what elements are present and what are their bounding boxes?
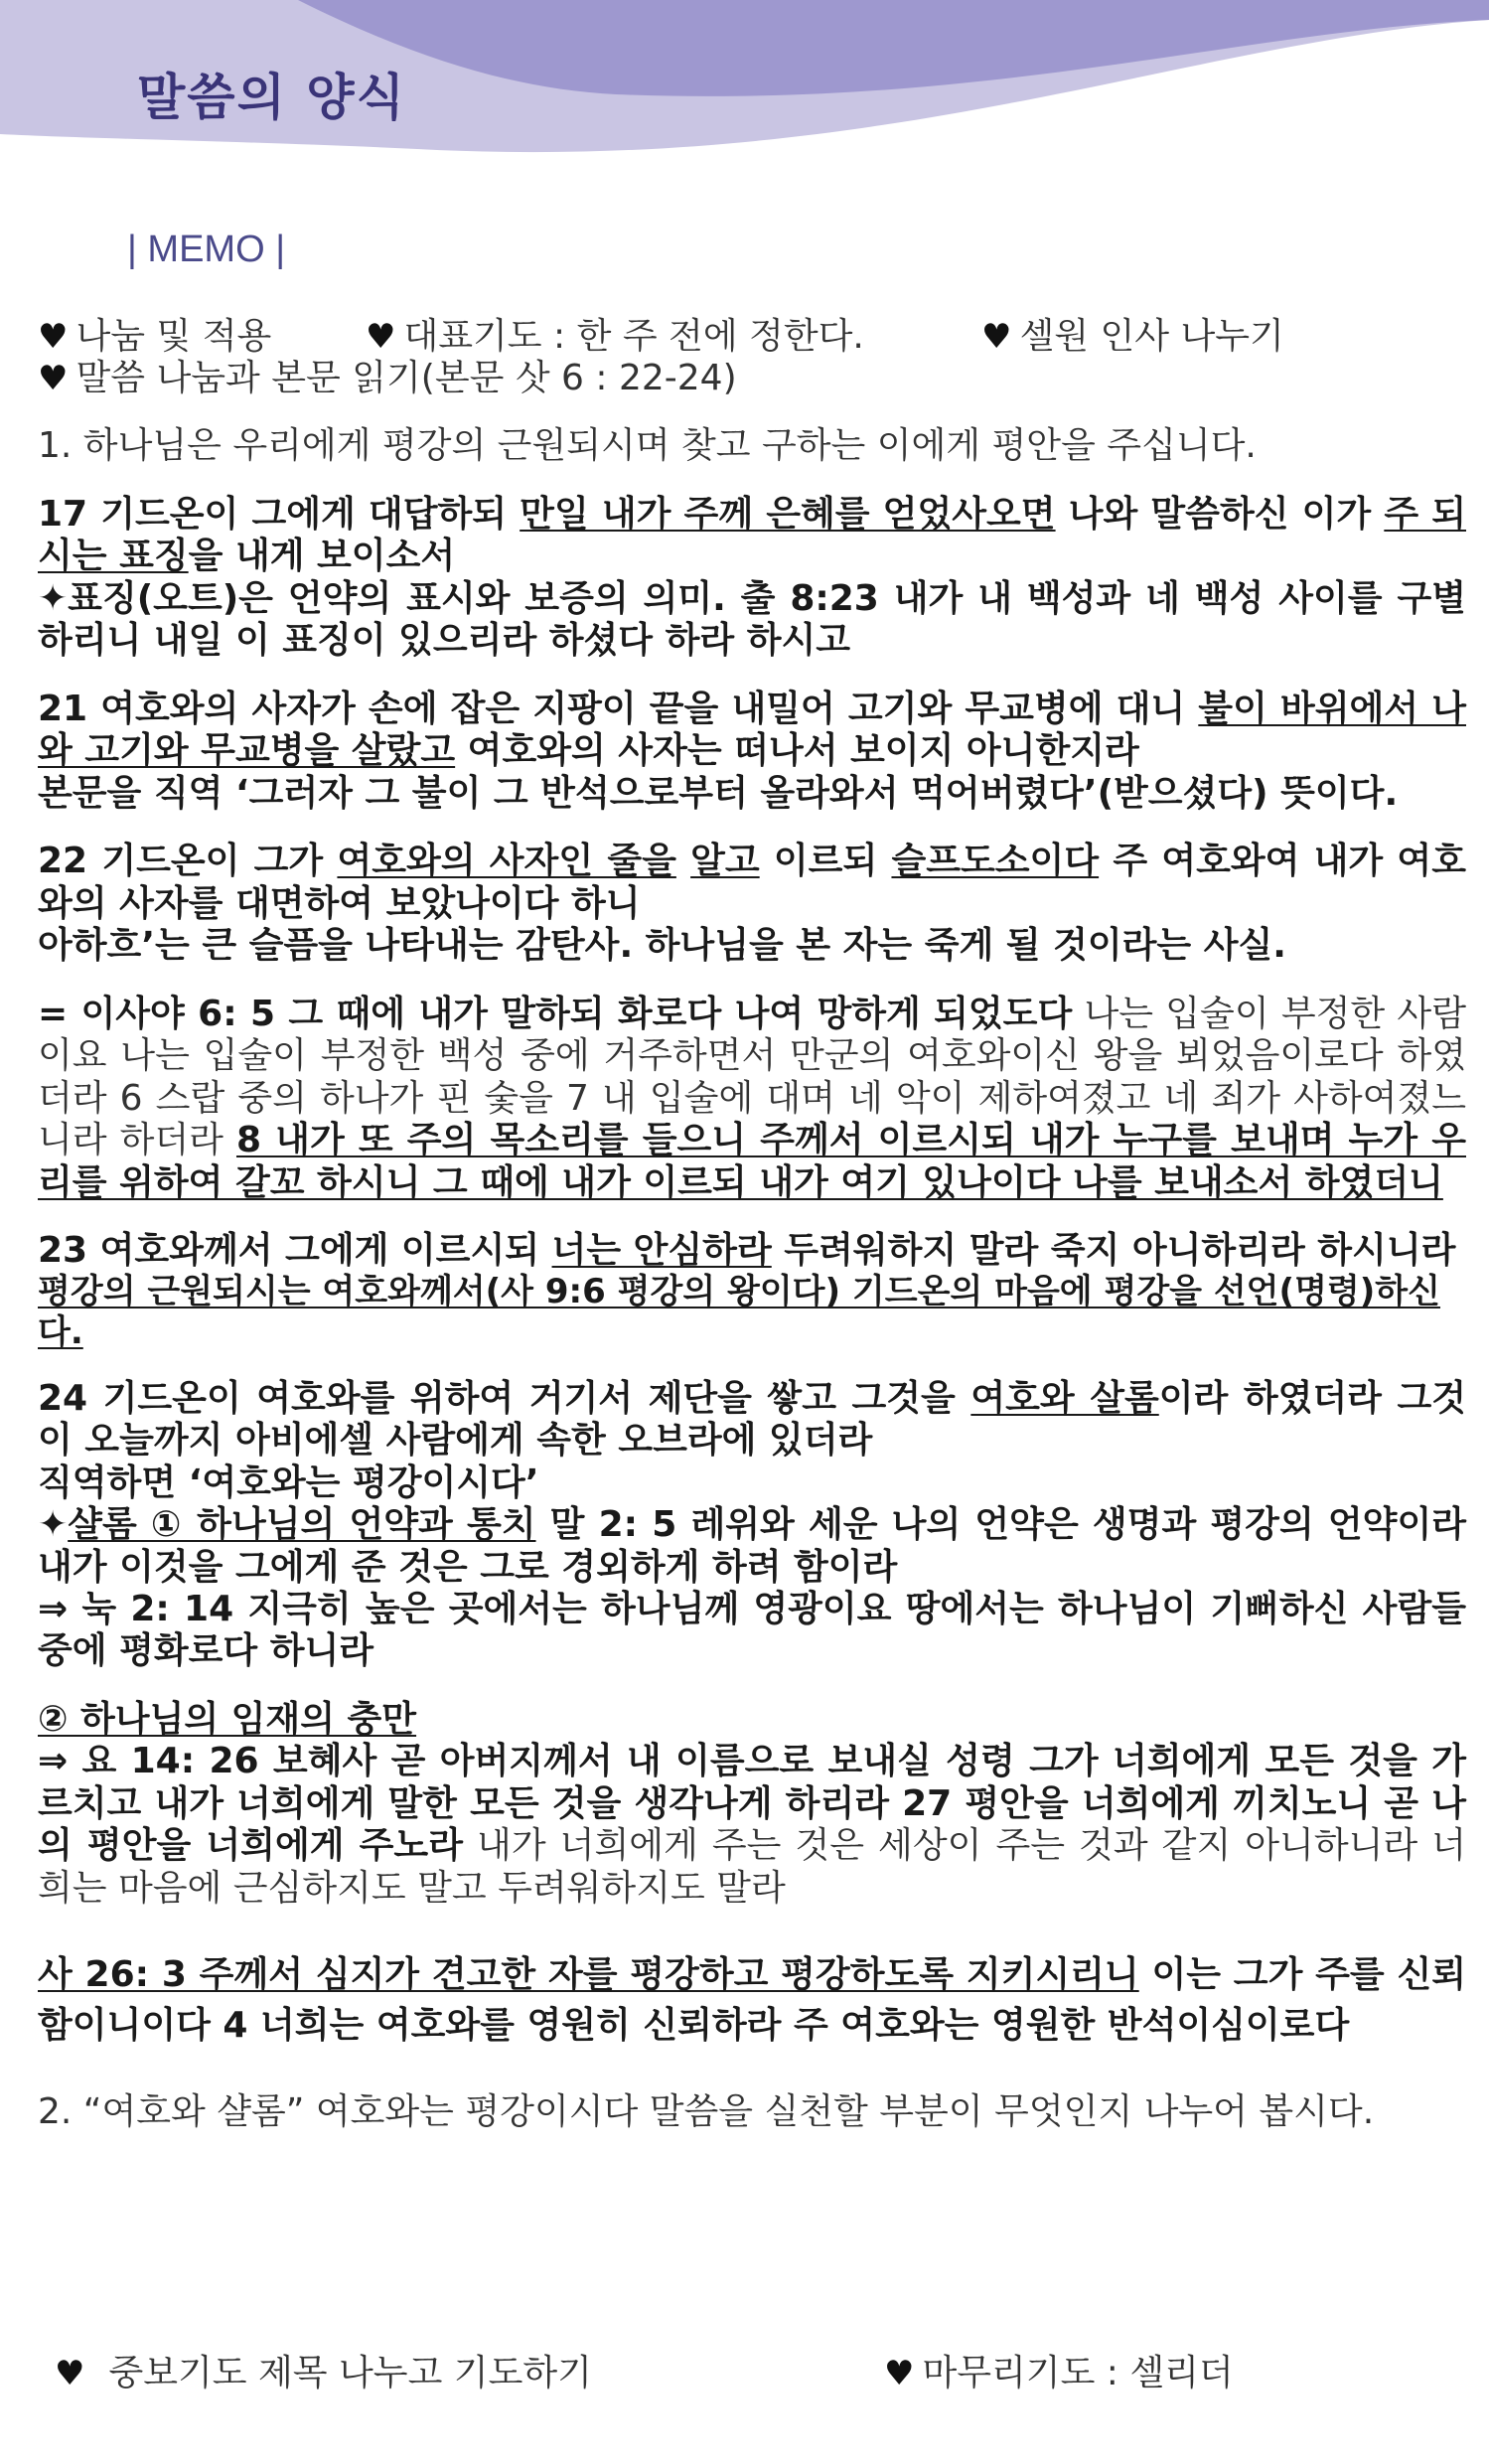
v23-c: 두려워하지 말라 죽지 아니하리라 하시니라	[771, 1229, 1456, 1271]
v21-a: 21 여호와의 사자가 손에 잡은 지팡이 끝을 내밀어 고기와 무교병에 대니	[38, 688, 1199, 729]
v17-c: 나와 말씀하신 이가	[1055, 493, 1385, 535]
heart-icon: ♥	[884, 2354, 915, 2393]
order-item-2-text: 대표기도 : 한 주 전에 정한다.	[403, 316, 864, 357]
v23-b: 너는 안심하라	[551, 1229, 772, 1271]
john-14-a: ⇒ 요 14: 26 보혜사 곧 아버지께서 내 이름으로 보내실 성령 그가 너희에게 모든 것을 가르치고 내가 너희에게 말한 모든 것을 생각나게 하리라 27 평안을 너희에게 끼치노니 곧 나의 평안을 너희에게 주노라	[38, 1741, 1466, 1867]
question-1: 1. 하나님은 우리에게 평강의 근원되시며 찾고 구하는 이에게 평안을 주십니다.	[38, 425, 1257, 467]
verse-21-note: 본문을 직역 ‘그러자 그 불이 그 반석으로부터 올라와서 먹어버렸다’(받으셨다) 뜻이다.	[38, 772, 1399, 814]
luke-2-14: ⇒ 눅 2: 14 지극히 높은 곳에서는 하나님께 영광이요 땅에서는 하나님이 기뻐하신 사람들 중에 평화로다 하니라	[38, 1589, 1466, 1672]
order-item-1-text: 나눔 및 적용	[75, 316, 272, 357]
v17-a: 17 기드온이 그에게 대답하되	[38, 493, 521, 535]
v22-e: 이르되	[759, 841, 892, 882]
star-icon: ✦	[38, 1504, 69, 1546]
question-2: 2. “여호와 샬롬” 여호와는 평강이시다 말씀을 실천할 부분이 무엇인지 나누어 봅시다.	[38, 2090, 1375, 2132]
verse-22-note: 아하흐’는 큰 슬픔을 나타내는 감탄사. 하나님을 본 자는 죽게 될 것이라는 사실.	[38, 925, 1286, 967]
isaiah-26	[38, 1949, 1466, 2051]
verse-22	[38, 841, 1466, 925]
footer-right	[884, 2345, 1234, 2395]
footer-left-text: 중보기도 제목 나누고 기도하기	[108, 2353, 592, 2393]
v24-a: 24 기드온이 여호와를 위하여 거기서 제단을 쌓고 그것을	[38, 1377, 971, 1419]
heart-icon: ♥	[38, 359, 69, 398]
verse-17	[38, 494, 1466, 578]
v22-f: 슬프도소이다	[891, 841, 1100, 882]
order-item-2	[366, 316, 864, 358]
footer-left	[55, 2345, 592, 2395]
isa26-a: 사 26: 3 주께서 심지가 견고한 자를 평강하고 평강하도록 지키시리니	[38, 1954, 1139, 1996]
v17-d: 주 되시는 표징	[38, 493, 1467, 577]
v22-d: 알고	[690, 841, 760, 882]
v17-e: 을 내게 보이소서	[188, 536, 456, 577]
footer	[55, 2345, 1445, 2394]
page-title: 말씀의 양식	[137, 69, 406, 126]
john-14	[38, 1741, 1466, 1910]
isa6-c: 8 내가 또 주의 목소리를 들으니 주께서 이르시되 내가 누구를 보내며 누가 우리를 위하여 갈꼬 하시니 그 때에 내가 이르되 내가 여기 있나이다 나를 보내소서 하였더니	[38, 1120, 1466, 1203]
v24-c: 이라 하였더라 그것이 오늘까지 아비에셀 사람에게 속한 오브라에 있더라	[38, 1377, 1466, 1462]
verse-24	[38, 1378, 1466, 1463]
shalom-covenant-title: 샬롬 ① 하나님의 언약과 통치	[68, 1504, 536, 1546]
heart-icon: ♥	[55, 2354, 85, 2393]
isaiah-6	[38, 994, 1466, 1204]
v24-b: 여호와 살롬	[970, 1377, 1159, 1419]
isa6-a: = 이사야 6: 5 그 때에 내가 말하되 화로다 나여 망하게 되었도다	[38, 993, 1073, 1034]
v22-g: 주 여호와여 내가 여호와의 사자를 대면하여 보았나이다 하니	[38, 841, 1466, 924]
verse-21	[38, 689, 1466, 773]
shalom-covenant-text: 말 2: 5 레위와 세운 나의 언약은 생명과 평강의 언약이라 내가 이것을 그에게 준 것은 그로 경외하게 하려 함이라	[38, 1504, 1467, 1588]
shalom-covenant	[38, 1504, 1466, 1589]
verse-23-note: 평강의 근원되시는 여호와께서(사 9:6 평강의 왕이다) 기드온의 마음에 평강을 선언(명령)하신다.	[38, 1272, 1440, 1352]
v23-a: 23 여호와께서 그에게 이르시되	[38, 1229, 552, 1271]
memo-label: | MEMO |	[127, 229, 286, 270]
presence-title: ② 하나님의 임재의 충만	[38, 1698, 417, 1740]
v21-c: 여호와의 사자는 떠나서 보이지 아니한지라	[455, 730, 1139, 772]
order-line-1	[38, 316, 1466, 358]
verse-24-literal: 직역하면 ‘여호와는 평강이시다’	[38, 1462, 539, 1503]
v17-b: 만일 내가 주께 은혜를 얻었사오면	[520, 493, 1056, 535]
heart-icon: ♥	[981, 317, 1012, 357]
verse-23	[38, 1230, 1466, 1272]
verse-17-note: ✦표징(오트)은 언약의 표시와 보증의 의미. 출 8:23 내가 내 백성과 네 백성 사이를 구별하리니 내일 이 표징이 있으리라 하셨다 하라 하시고	[38, 577, 1466, 662]
order-item-4-text: 말씀 나눔과 본문 읽기(본문 삿 6 : 22-24)	[75, 358, 737, 398]
v22-c	[676, 841, 690, 881]
isa6-b: 나는 입술이 부정한 사람이요 나는 입술이 부정한 백성 중에 거주하면서 만군의 여호와이신 왕을 뵈었음이로다 하였더라 6 스랍 중의 하나가 핀 숯을 7 내 입술에 대며 네 악이 제하여졌고 네 죄가 사하여졌느니라 하더라	[38, 993, 1466, 1161]
order-line-2	[38, 358, 1466, 399]
main-content	[38, 316, 1466, 2133]
heart-icon: ♥	[366, 317, 396, 357]
v22-a: 22 기드온이 그가	[38, 841, 338, 882]
v21-b: 불이 바위에서 나와 고기와 무교병을 살랐고	[38, 688, 1466, 772]
footer-right-text: 마무리기도 : 셀리더	[922, 2353, 1234, 2393]
order-item-3-text: 셀원 인사 나누기	[1019, 316, 1284, 357]
order-item-3	[981, 316, 1284, 358]
v22-b: 여호와의 사자인 줄을	[337, 841, 676, 882]
heart-icon: ♥	[38, 317, 69, 357]
isa26-b: 이는 그가 주를 신뢰함이니이다 4 너희는 여호와를 영원히 신뢰하라 주 여호와는 영원한 반석이심이로다	[38, 1954, 1466, 2047]
john-14-b: 내가 너희에게 주는 것은 세상이 주는 것과 같지 아니하니라 너희는 마음에 근심하지도 말고 두려워하지도 말라	[38, 1825, 1466, 1909]
order-item-1	[38, 316, 271, 358]
